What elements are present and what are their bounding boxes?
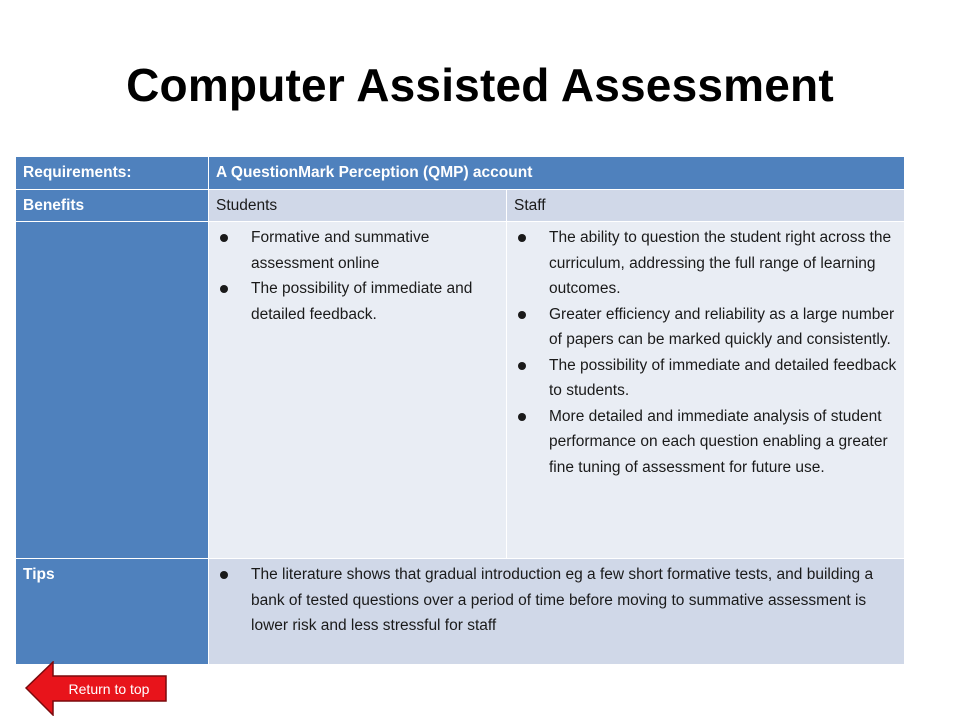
return-to-top-button[interactable] — [25, 661, 167, 716]
benefits-label: Benefits — [16, 189, 209, 222]
assessment-table — [15, 156, 905, 665]
benefits-empty-cell — [16, 222, 209, 559]
tips-label: Tips — [16, 559, 209, 665]
slide-title: Computer Assisted Assessment — [126, 59, 834, 111]
requirements-value: A QuestionMark Perception (QMP) account — [209, 157, 905, 190]
students-benefits-cell — [209, 222, 507, 559]
benefits-content-row — [16, 222, 905, 559]
staff-benefits-list — [514, 225, 898, 480]
list-item: The literature shows that gradual introduction eg a few short formative tests, and building a bank of tested questions over a period of time before moving to summative assessment is lower risk and less stressful for staff — [216, 562, 898, 639]
list-item: Greater efficiency and reliability as a large number of papers can be marked quickly and consistently. — [514, 302, 898, 353]
list-item: The possibility of immediate and detailed feedback. — [216, 276, 500, 327]
staff-benefits-cell — [507, 222, 905, 559]
staff-header: Staff — [507, 189, 905, 222]
return-to-top-label[interactable]: Return to top — [68, 681, 150, 697]
tips-cell — [209, 559, 905, 665]
list-item: The possibility of immediate and detailed feedback to students. — [514, 353, 898, 404]
tips-list — [216, 562, 898, 639]
list-item: Formative and summative assessment online — [216, 225, 500, 276]
tips-row — [16, 559, 905, 665]
students-header: Students — [209, 189, 507, 222]
list-item: More detailed and immediate analysis of student performance on each question enabling a greater fine tuning of assessment for future use. — [514, 404, 898, 481]
list-item: The ability to question the student right across the curriculum, addressing the full range of learning outcomes. — [514, 225, 898, 302]
requirements-row — [16, 157, 905, 190]
requirements-label: Requirements: — [16, 157, 209, 190]
students-benefits-list — [216, 225, 500, 327]
benefits-header-row — [16, 189, 905, 222]
